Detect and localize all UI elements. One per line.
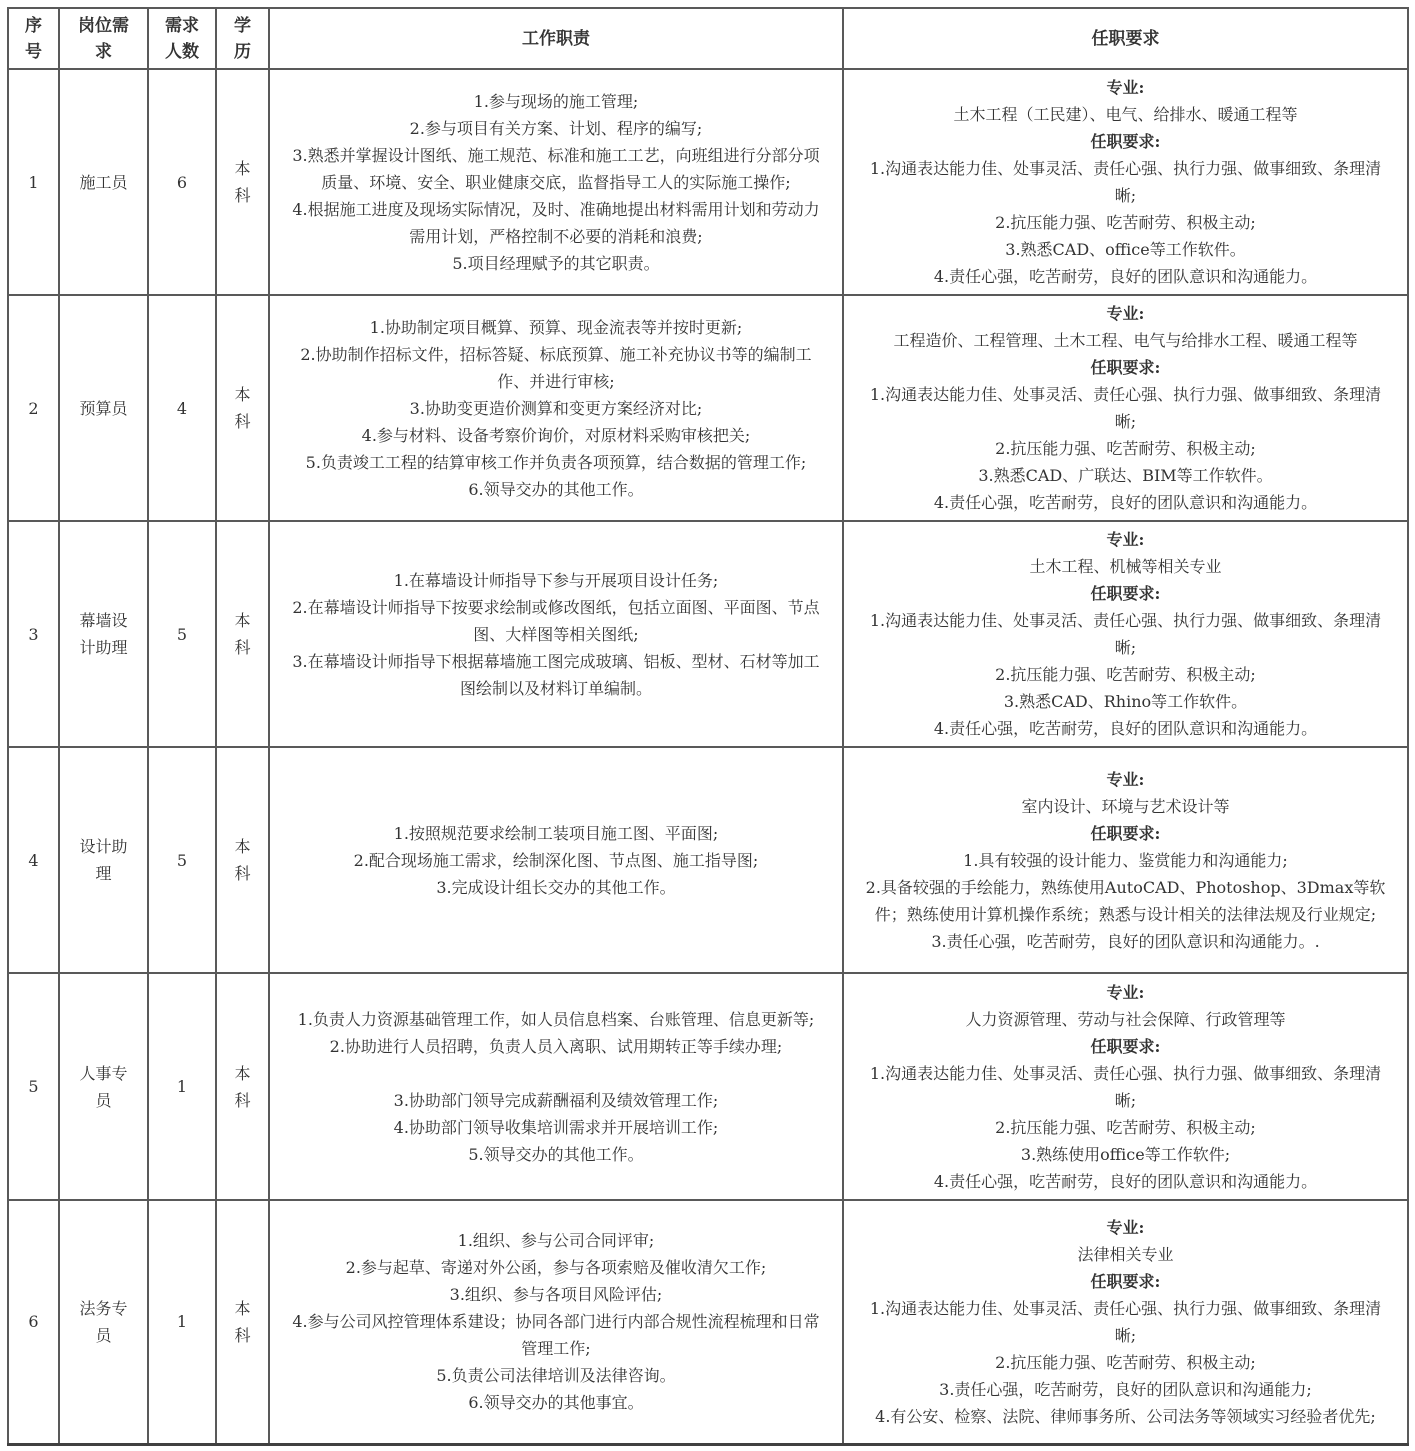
- duties-cell: [269, 521, 843, 747]
- duty-line: 1.负责人力资源基础管理工作，如人员信息档案、台账管理、信息更新等;: [297, 1009, 815, 1029]
- requirement-line: 2.抗压能力强、吃苦耐劳、积极主动;: [995, 665, 1256, 684]
- job-row-5: [8, 973, 1408, 1200]
- duty-line: 5.项目经理赋予的其它职责。: [452, 253, 660, 273]
- requirement-line: 2.抗压能力强、吃苦耐劳、积极主动;: [995, 213, 1256, 232]
- duties-cell: [269, 69, 843, 295]
- duty-line: 3.组织、参与各项目风险评估;: [449, 1285, 663, 1305]
- requirement-line: 3.责任心强，吃苦耐劳，良好的团队意识和沟通能力。.: [931, 931, 1320, 951]
- duty-line: 6.领导交办的其他工作。: [468, 479, 644, 499]
- requirement-line: 土木工程、机械等相关专业: [1029, 557, 1222, 576]
- position-cell: 幕墙设计助理: [59, 521, 148, 747]
- duty-line: 3.在幕墙设计师指导下根据幕墙施工图完成玻璃、铝板、型材、石材等加工图绘制以及材料订单编制。: [292, 651, 820, 698]
- no-cell: 2: [8, 295, 59, 521]
- requirement-heading: 任职要求:: [1090, 823, 1161, 843]
- no-cell: 3: [8, 521, 59, 747]
- duty-line: 3.协助变更造价测算和变更方案经济对比;: [409, 398, 703, 418]
- requirements-cell: [843, 747, 1408, 973]
- duty-line: 5.领导交办的其他工作。: [468, 1144, 644, 1164]
- column-header-headcount: 需求人数: [148, 8, 216, 69]
- position-cell: 设计助理: [59, 747, 148, 973]
- blank-line: [288, 1060, 824, 1087]
- requirement-heading: 专业:: [1106, 769, 1145, 789]
- position-cell: 法务专员: [59, 1200, 148, 1444]
- requirement-heading: 任职要求:: [1090, 358, 1161, 377]
- duties-cell: [269, 295, 843, 521]
- job-row-4: [8, 747, 1408, 973]
- duty-line: 2.参与项目有关方案、计划、程序的编写;: [409, 118, 703, 138]
- job-positions-table: [7, 7, 1409, 1446]
- requirement-line: 1.沟通表达能力佳、处事灵活、责任心强、执行力强、做事细致、条理清晰;: [869, 385, 1382, 431]
- requirement-heading: 任职要求:: [1090, 1036, 1161, 1056]
- duties-cell: [269, 747, 843, 973]
- duty-line: 4.参与公司风控管理体系建设；协同各部门进行内部合规性流程梳理和日常管理工作;: [292, 1312, 820, 1359]
- requirement-line: 3.熟悉CAD、广联达、BIM等工作软件。: [978, 466, 1273, 485]
- table-header-row: [8, 8, 1408, 69]
- no-cell: 6: [8, 1200, 59, 1444]
- duty-line: 3.熟悉并掌握设计图纸、施工规范、标准和施工工艺，向班组进行分部分项质量、环境、安全、职业健康交底，监督指导工人的实际施工操作;: [292, 145, 820, 192]
- column-header-no: 序号: [8, 8, 59, 69]
- job-row-6: [8, 1200, 1408, 1444]
- headcount-cell: 1: [148, 1200, 216, 1444]
- requirement-line: 2.抗压能力强、吃苦耐劳、积极主动;: [995, 439, 1256, 458]
- duty-line: 5.负责竣工工程的结算审核工作并负责各项预算，结合数据的管理工作;: [305, 452, 807, 472]
- requirement-heading: 专业:: [1106, 530, 1145, 549]
- education-cell: 本科: [216, 69, 269, 295]
- requirement-heading: 专业:: [1106, 982, 1145, 1002]
- requirement-line: 1.沟通表达能力佳、处事灵活、责任心强、执行力强、做事细致、条理清晰;: [869, 1298, 1382, 1345]
- requirements-cell: [843, 973, 1408, 1200]
- headcount-cell: 5: [148, 747, 216, 973]
- requirement-line: 4.责任心强，吃苦耐劳，良好的团队意识和沟通能力。: [933, 719, 1318, 738]
- requirement-heading: 专业:: [1106, 304, 1145, 323]
- requirement-line: 工程造价、工程管理、土木工程、电气与给排水工程、暖通工程等: [893, 331, 1358, 350]
- requirement-line: 3.责任心强，吃苦耐劳，良好的团队意识和沟通能力;: [939, 1379, 1312, 1399]
- duty-line: 4.协助部门领导收集培训需求并开展培训工作;: [393, 1117, 719, 1137]
- headcount-cell: 4: [148, 295, 216, 521]
- education-cell: 本科: [216, 1200, 269, 1444]
- duty-line: 1.组织、参与公司合同评审;: [457, 1231, 655, 1251]
- duty-line: 2.在幕墙设计师指导下按要求绘制或修改图纸，包括立面图、平面图、节点图、大样图等相关图纸;: [292, 597, 820, 644]
- requirement-line: 2.具备较强的手绘能力，熟练使用AutoCAD、Photoshop、3Dmax等软件；熟练使用计算机操作系统；熟悉与设计相关的法律法规及行业规定;: [865, 877, 1386, 924]
- requirement-line: 4.责任心强，吃苦耐劳，良好的团队意识和沟通能力。: [933, 493, 1318, 512]
- duty-line: 6.领导交办的其他事宜。: [468, 1393, 644, 1413]
- column-header-duties: 工作职责: [269, 8, 843, 69]
- duty-line: 1.按照规范要求绘制工装项目施工图、平面图;: [393, 823, 719, 843]
- requirement-line: 3.熟悉CAD、Rhino等工作软件。: [1003, 692, 1248, 711]
- job-row-1: [8, 69, 1408, 295]
- duty-line: 2.配合现场施工需求，绘制深化图、节点图、施工指导图;: [353, 850, 759, 870]
- requirements-cell: [843, 69, 1408, 295]
- no-cell: 1: [8, 69, 59, 295]
- requirement-line: 1.沟通表达能力佳、处事灵活、责任心强、执行力强、做事细致、条理清晰;: [869, 611, 1382, 657]
- headcount-cell: 1: [148, 973, 216, 1200]
- position-cell: 预算员: [59, 295, 148, 521]
- duty-line: 2.参与起草、寄递对外公函，参与各项索赔及催收清欠工作;: [345, 1258, 767, 1278]
- requirement-heading: 专业:: [1106, 78, 1145, 97]
- requirements-cell: [843, 295, 1408, 521]
- duty-line: 3.完成设计组长交办的其他工作。: [436, 877, 676, 897]
- requirement-line: 人力资源管理、劳动与社会保障、行政管理等: [965, 1009, 1286, 1029]
- requirement-line: 1.具有较强的设计能力、鉴赏能力和沟通能力;: [963, 850, 1288, 870]
- position-cell: 施工员: [59, 69, 148, 295]
- job-row-3: [8, 521, 1408, 747]
- education-cell: 本科: [216, 747, 269, 973]
- headcount-cell: 6: [148, 69, 216, 295]
- duty-line: 4.根据施工进度及现场实际情况，及时、准确地提出材料需用计划和劳动力需用计划，严格控制不必要的消耗和浪费;: [292, 199, 820, 246]
- requirement-line: 3.熟练使用office等工作软件;: [1020, 1144, 1231, 1164]
- requirements-cell: [843, 1200, 1408, 1444]
- column-header-requirements: 任职要求: [843, 8, 1408, 69]
- duties-cell: [269, 1200, 843, 1444]
- duties-cell: [269, 973, 843, 1200]
- requirement-line: 室内设计、环境与艺术设计等: [1021, 796, 1230, 816]
- education-cell: 本科: [216, 521, 269, 747]
- requirement-heading: 任职要求:: [1090, 584, 1161, 603]
- no-cell: 4: [8, 747, 59, 973]
- requirement-line: 4.有公安、检察、法院、律师事务所、公司法务等领域实习经验者优先;: [875, 1406, 1376, 1426]
- requirement-line: 法律相关专业: [1077, 1244, 1174, 1264]
- requirement-line: 1.沟通表达能力佳、处事灵活、责任心强、执行力强、做事细致、条理清晰;: [869, 1063, 1382, 1110]
- requirement-line: 1.沟通表达能力佳、处事灵活、责任心强、执行力强、做事细致、条理清晰;: [869, 159, 1382, 205]
- requirement-line: 2.抗压能力强、吃苦耐劳、积极主动;: [995, 1352, 1256, 1372]
- requirement-line: 土木工程（工民建）、电气、给排水、暖通工程等: [953, 105, 1298, 124]
- position-cell: 人事专员: [59, 973, 148, 1200]
- duty-line: 1.协助制定项目概算、预算、现金流表等并按时更新;: [369, 317, 743, 337]
- headcount-cell: 5: [148, 521, 216, 747]
- requirements-cell: [843, 521, 1408, 747]
- duty-line: 3.协助部门领导完成薪酬福利及绩效管理工作;: [393, 1090, 719, 1110]
- requirement-heading: 专业:: [1106, 1217, 1145, 1237]
- requirement-line: 4.责任心强，吃苦耐劳，良好的团队意识和沟通能力。: [933, 267, 1318, 286]
- job-row-2: [8, 295, 1408, 521]
- requirement-line: 4.责任心强，吃苦耐劳，良好的团队意识和沟通能力。: [933, 1171, 1318, 1191]
- requirement-line: 3.熟悉CAD、office等工作软件。: [1005, 240, 1246, 259]
- requirement-line: 2.抗压能力强、吃苦耐劳、积极主动;: [995, 1117, 1256, 1137]
- duty-line: 2.协助制作招标文件，招标答疑、标底预算、施工补充协议书等的编制工作、并进行审核;: [300, 344, 812, 391]
- column-header-education: 学历: [216, 8, 269, 69]
- duty-line: 1.参与现场的施工管理;: [473, 91, 639, 111]
- requirement-heading: 任职要求:: [1090, 132, 1161, 151]
- requirement-heading: 任职要求:: [1090, 1271, 1161, 1291]
- duty-line: 5.负责公司法律培训及法律咨询。: [436, 1366, 676, 1386]
- duty-line: 4.参与材料、设备考察价询价，对原材料采购审核把关;: [361, 425, 751, 445]
- education-cell: 本科: [216, 295, 269, 521]
- no-cell: 5: [8, 973, 59, 1200]
- duty-line: 2.协助进行人员招聘，负责人员入离职、试用期转正等手续办理;: [329, 1036, 783, 1056]
- duty-line: 1.在幕墙设计师指导下参与开展项目设计任务;: [393, 570, 719, 590]
- education-cell: 本科: [216, 973, 269, 1200]
- column-header-position: 岗位需求: [59, 8, 148, 69]
